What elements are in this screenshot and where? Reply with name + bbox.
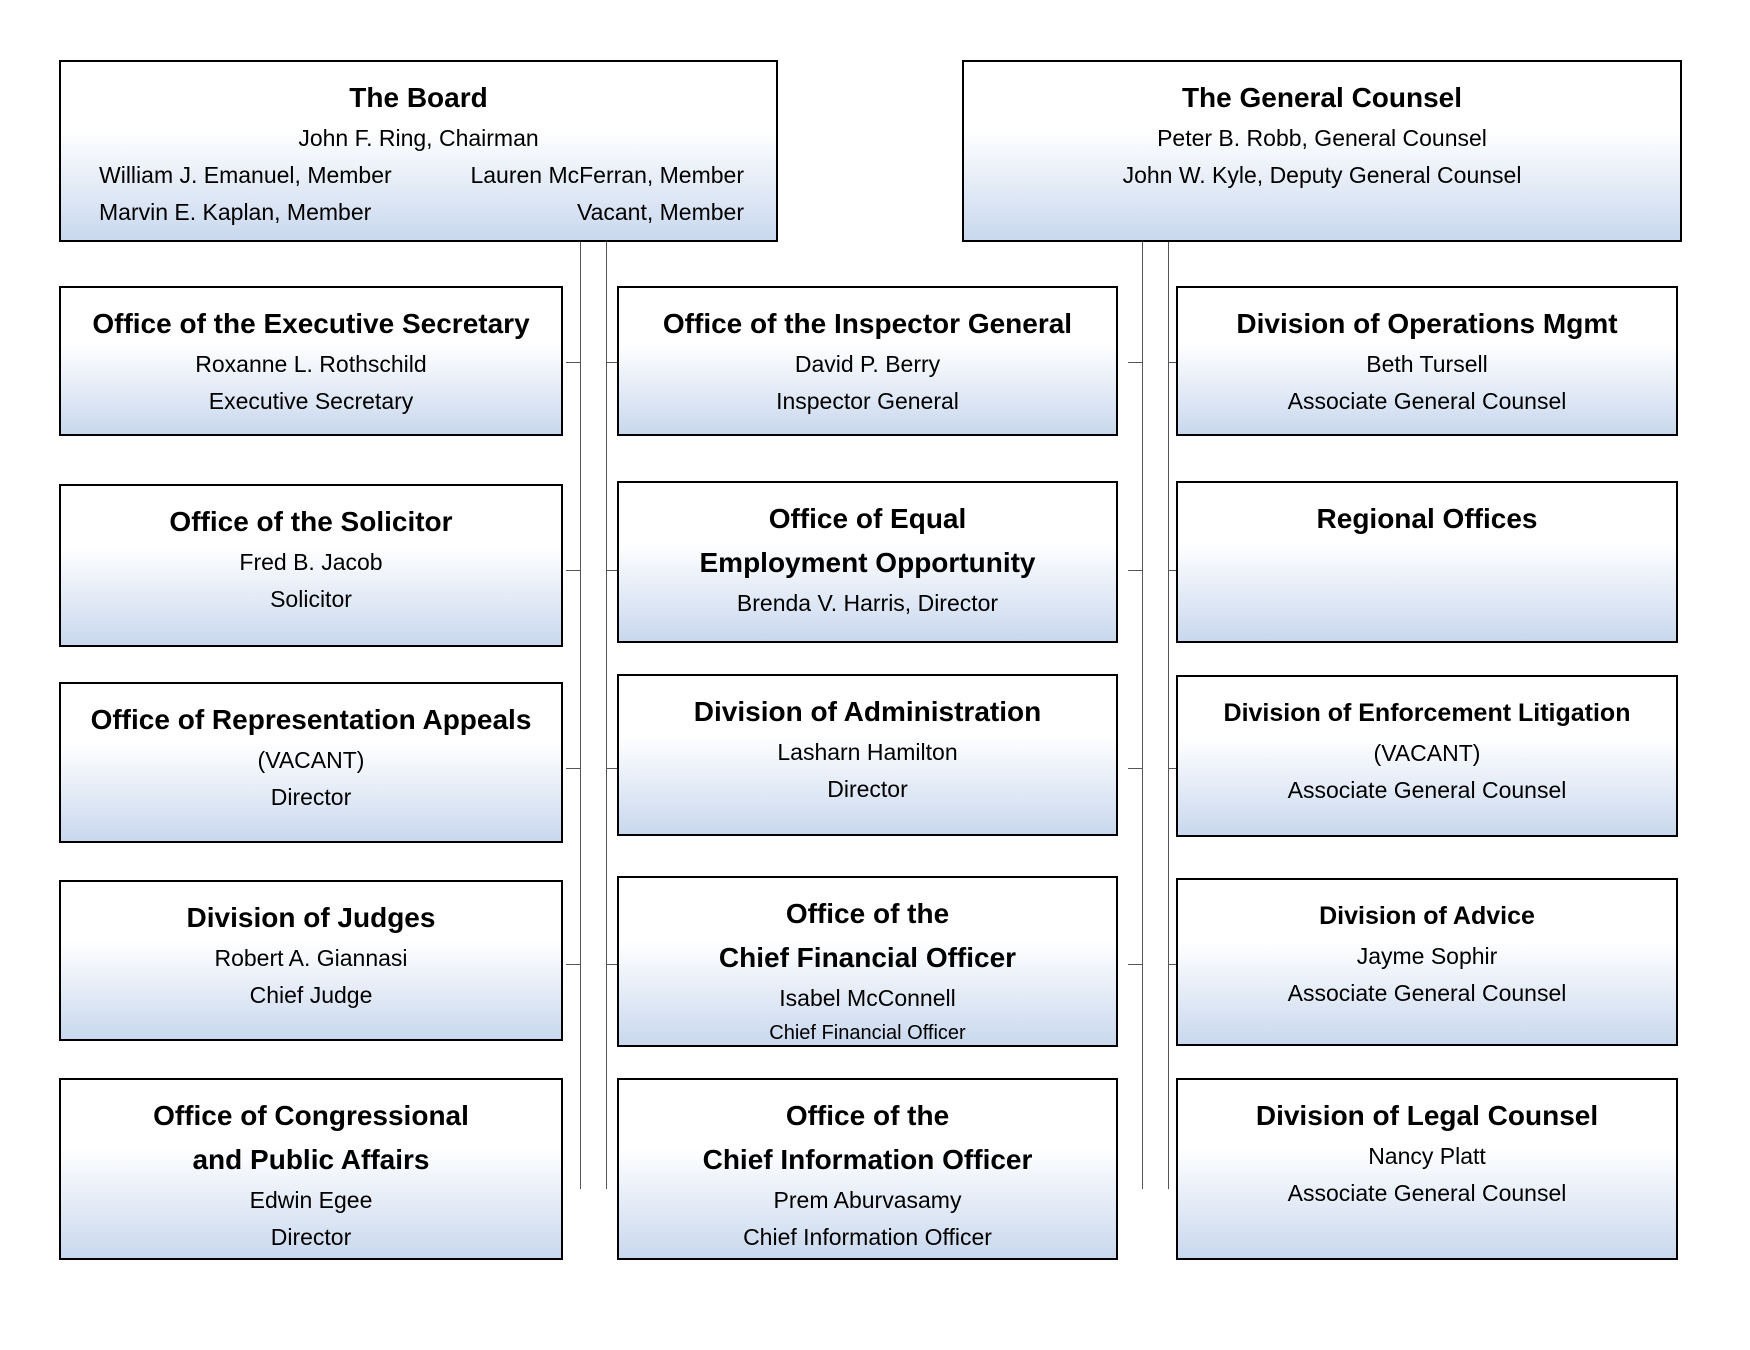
office-line: (VACANT) bbox=[1373, 740, 1481, 766]
office-line: David P. Berry bbox=[794, 351, 941, 377]
office-line: Brenda V. Harris, Director bbox=[736, 590, 999, 616]
office-title: Chief Information Officer bbox=[702, 1144, 1033, 1175]
office-title: Division of Advice bbox=[1319, 902, 1535, 930]
office-box bbox=[1176, 675, 1678, 837]
office-title: Office of Representation Appeals bbox=[90, 704, 532, 735]
office-box bbox=[1176, 878, 1678, 1046]
office-line: Director bbox=[270, 1224, 352, 1250]
office-line: Chief Judge bbox=[249, 982, 373, 1008]
tick bbox=[566, 964, 580, 965]
office-box bbox=[59, 484, 563, 647]
board-title: The Board bbox=[349, 82, 488, 113]
gc-connector-right bbox=[1168, 242, 1169, 1189]
office-title: Division of Operations Mgmt bbox=[1236, 308, 1618, 339]
office-title: Division of Judges bbox=[186, 902, 436, 933]
tick bbox=[1128, 768, 1142, 769]
office-line: Nancy Platt bbox=[1368, 1143, 1486, 1169]
board-members-row-2 bbox=[61, 194, 776, 231]
office-line: Prem Aburvasamy bbox=[773, 1187, 962, 1213]
office-box bbox=[59, 286, 563, 436]
office-box bbox=[1176, 481, 1678, 643]
office-title: Regional Offices bbox=[1316, 503, 1538, 534]
tick bbox=[566, 570, 580, 571]
board-member: Marvin E. Kaplan, Member bbox=[99, 199, 372, 225]
tick bbox=[1128, 362, 1142, 363]
office-title: Employment Opportunity bbox=[699, 547, 1036, 578]
office-title: Division of Enforcement Litigation bbox=[1223, 699, 1631, 727]
board-connector-left bbox=[580, 242, 581, 1189]
board-members-row-1 bbox=[61, 157, 776, 194]
office-title: Office of the Executive Secretary bbox=[92, 308, 530, 339]
office-line: Isabel McConnell bbox=[779, 985, 956, 1011]
office-line: Fred B. Jacob bbox=[239, 549, 383, 575]
tick bbox=[1128, 570, 1142, 571]
office-title: Office of the bbox=[785, 898, 950, 929]
tick bbox=[566, 768, 580, 769]
office-line: Chief Information Officer bbox=[743, 1224, 992, 1250]
office-line: Lasharn Hamilton bbox=[777, 739, 958, 765]
office-line: Director bbox=[270, 784, 352, 810]
office-box bbox=[1176, 1078, 1678, 1260]
office-box bbox=[59, 880, 563, 1041]
office-title: Office of Equal bbox=[768, 503, 967, 534]
office-box bbox=[617, 876, 1118, 1047]
office-title: Office of the bbox=[785, 1100, 950, 1131]
deputy-general-counsel-line: John W. Kyle, Deputy General Counsel bbox=[1122, 162, 1522, 188]
office-box bbox=[617, 481, 1118, 643]
office-title: and Public Affairs bbox=[192, 1144, 430, 1175]
office-box bbox=[617, 1078, 1118, 1260]
office-line: Inspector General bbox=[776, 388, 959, 414]
office-line: Director bbox=[827, 776, 908, 802]
office-line: Roxanne L. Rothschild bbox=[195, 351, 427, 377]
office-line: Associate General Counsel bbox=[1287, 388, 1567, 414]
office-box bbox=[617, 674, 1118, 836]
general-counsel-box bbox=[962, 60, 1682, 242]
office-line: Jayme Sophir bbox=[1356, 943, 1498, 969]
office-line: Beth Tursell bbox=[1366, 351, 1488, 377]
office-line: Executive Secretary bbox=[208, 388, 414, 414]
office-title: Office of Congressional bbox=[153, 1100, 469, 1131]
general-counsel-title: The General Counsel bbox=[1181, 82, 1463, 113]
office-title: Division of Administration bbox=[693, 696, 1042, 727]
gc-connector-left bbox=[1142, 242, 1143, 1189]
office-title: Office of the Inspector General bbox=[662, 308, 1073, 339]
office-line: Chief Financial Officer bbox=[769, 1022, 966, 1044]
office-title: Chief Financial Officer bbox=[718, 942, 1017, 973]
tick bbox=[1128, 964, 1142, 965]
office-line: Associate General Counsel bbox=[1287, 777, 1567, 803]
office-box bbox=[59, 682, 563, 843]
office-line: Associate General Counsel bbox=[1287, 1180, 1567, 1206]
board-chair: John F. Ring, Chairman bbox=[298, 125, 539, 151]
general-counsel-line: Peter B. Robb, General Counsel bbox=[1157, 125, 1487, 151]
board-connector-right bbox=[606, 242, 607, 1189]
tick bbox=[566, 362, 580, 363]
office-line: Solicitor bbox=[270, 586, 352, 612]
office-box bbox=[59, 1078, 563, 1260]
board-box bbox=[59, 60, 778, 242]
office-title: Office of the Solicitor bbox=[169, 506, 453, 537]
board-member: Lauren McFerran, Member bbox=[470, 162, 744, 188]
board-member: Vacant, Member bbox=[576, 199, 744, 225]
office-title: Division of Legal Counsel bbox=[1255, 1100, 1599, 1131]
office-line: (VACANT) bbox=[257, 747, 365, 773]
office-line: Robert A. Giannasi bbox=[214, 945, 408, 971]
office-box bbox=[617, 286, 1118, 436]
office-line: Associate General Counsel bbox=[1287, 980, 1567, 1006]
office-line: Edwin Egee bbox=[249, 1187, 373, 1213]
office-box bbox=[1176, 286, 1678, 436]
board-member: William J. Emanuel, Member bbox=[99, 162, 392, 188]
